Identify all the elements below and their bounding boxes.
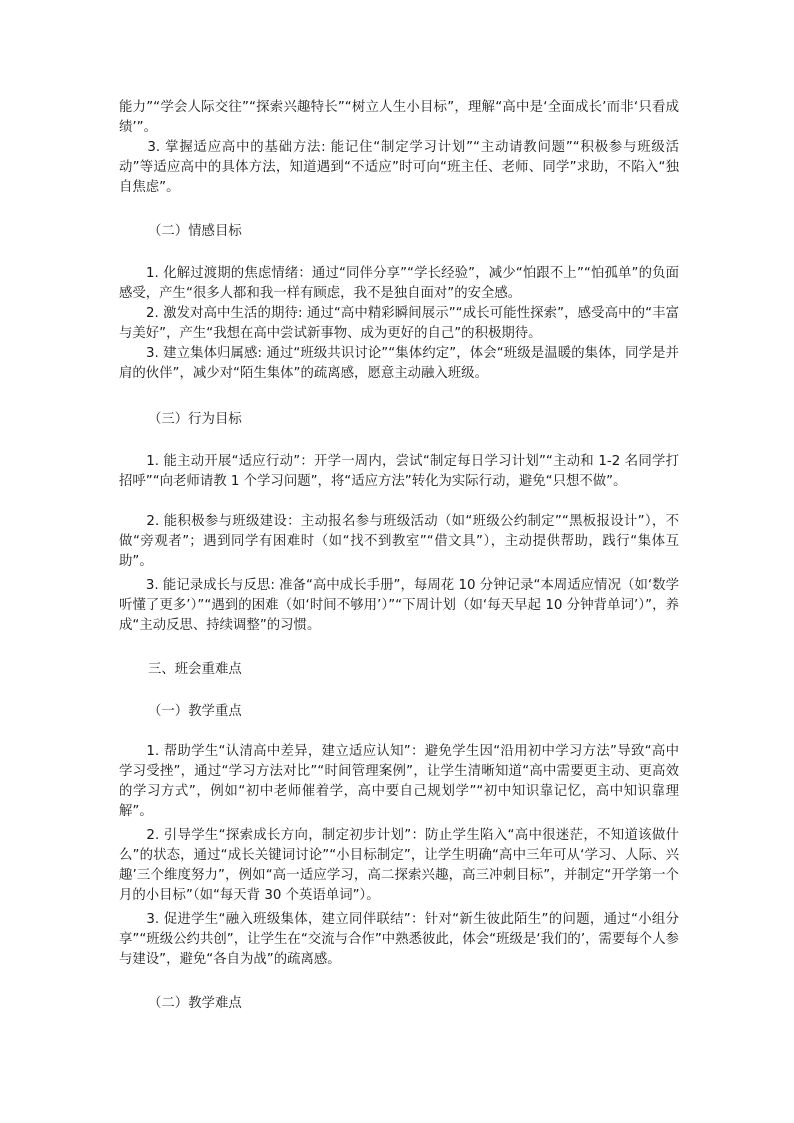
paragraph-recognize-differences: 1. 帮助学生“认清高中差异，建立适应认知”：避免学生因“沿用初中学习方法”导致“高中学习受挫”，通过“学习方法对比”“时间管理案例”，让学生清晰知道“高中需要更主动、更高效的学习方式”，例如“初中老师催着学，高中要自己规划学”“初中知识靠记忆，高中知识靠理解”。	[119, 744, 679, 819]
paragraph-anxiety-relief: 1. 化解过渡期的焦虑情绪：通过“同伴分享”“学长经验”，减少“怕跟不上”“怕孤单”的负面感受，产生“很多人都和我一样有顾虑，我不是独自面对”的安全感。	[119, 266, 679, 301]
heading-emotion-goals: （二）情感目标	[148, 224, 242, 239]
paragraph-integrate-class: 3. 促进学生“融入班级集体，建立同伴联结”：针对“新生彼此陌生”的问题，通过“小组分享”“班级公约共创”，让学生在“交流与合作”中熟悉彼此，体会“班级是‘我们的’，需要每个人参与建设”，避免“各自为战”的疏离感。	[119, 912, 679, 967]
paragraph-belonging: 3. 建立集体归属感: 通过“班级共识讨论”“集体约定”，体会“班级是温暖的集体，同学是并肩的伙伴”，减少对“陌生集体”的疏离感，愿意主动融入班级。	[119, 346, 679, 381]
paragraph-class-building: 2. 能积极参与班级建设：主动报名参与班级活动（如“班级公约制定”“黑板报设计”），不做“旁观者”；遇到同学有困难时（如“找不到教室”“借文具”），主动提供帮助，践行“集体互助”。	[119, 514, 679, 569]
heading-teaching-key-points: （一）教学重点	[148, 704, 242, 719]
paragraph-adapt-action: 1. 能主动开展“适应行动”：开学一周内，尝试“制定每日学习计划”“主动和 1-2 名同学打招呼”“向老师请教 1 个学习问题”，将“适应方法”转化为实际行动，避免“只想不做”。	[119, 454, 679, 489]
heading-behavior-goals: （三）行为目标	[148, 412, 242, 427]
paragraph-growth-direction: 2. 引导学生“探索成长方向，制定初步计划”：防止学生陷入“高中很迷茫，不知道该做什么”的状态，通过“成长关键词讨论”“小目标制定”，让学生明确“高中三年可从‘学习、人际、兴趣’三个维度努力”，例如“高一适应学习，高二探索兴趣，高三冲刺目标”，并制定“开学第一个月的小目标”（如“每天背 30 个英语单词”）。	[119, 828, 679, 903]
paragraph-basic-methods: 3. 掌握适应高中的基础方法: 能记住“制定学习计划”“主动请教问题”“积极参与班级活动”等适应高中的具体方法，知道遇到“不适应”时可向“班主任、老师、同学”求助，不陷入“独自焦虑”。	[119, 140, 679, 195]
heading-key-difficult-points: 三、班会重难点	[148, 662, 242, 677]
paragraph-growth-understanding: 能力”“学会人际交往”“探索兴趣特长”“树立人生小目标”，理解“高中是‘全面成长’而非‘只看成绩’”。	[119, 100, 679, 135]
paragraph-growth-record: 3. 能记录成长与反思: 准备“高中成长手册”，每周花 10 分钟记录“本周适应情况（如‘数学听懂了更多’）”“遇到的困难（如‘时间不够用’）”“下周计划（如‘每天早起 10 分钟背单词’）”，养成“主动反思、持续调整”的习惯。	[119, 578, 679, 633]
paragraph-expectation: 2. 激发对高中生活的期待: 通过“高中精彩瞬间展示”“成长可能性探索”，感受高中的“丰富与美好”，产生“我想在高中尝试新事物、成为更好的自己”的积极期待。	[119, 306, 679, 341]
heading-teaching-difficulties: （二）教学难点	[148, 996, 242, 1011]
